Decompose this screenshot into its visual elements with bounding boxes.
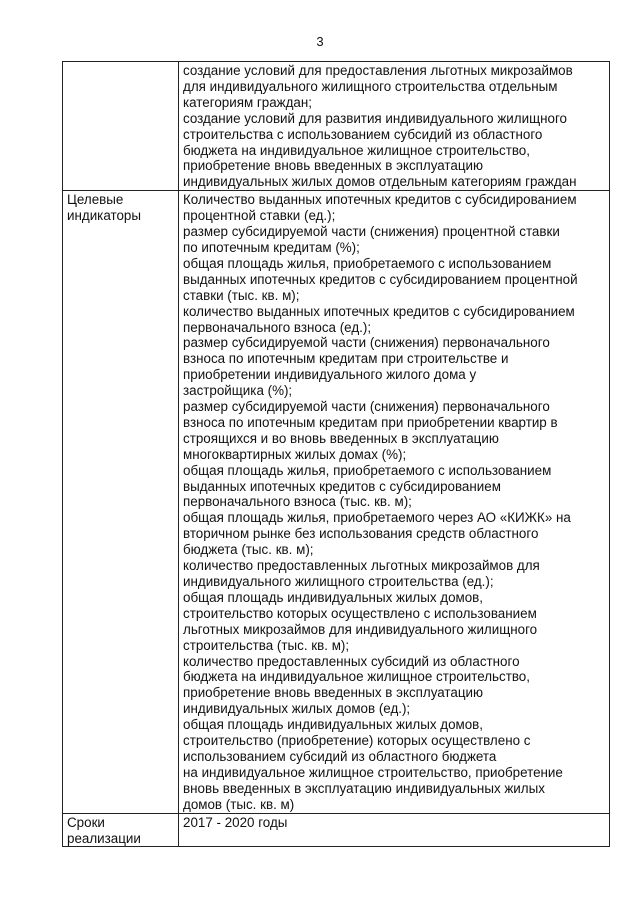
paragraph: 2017 - 2020 годы bbox=[183, 814, 288, 830]
paragraph: общая площадь жилья, приобретаемого с использованием выданных ипотечных кредитов с субсидированием процентной ставки (тыс. кв. м); bbox=[183, 255, 578, 303]
paragraph: Количество выданных ипотечных кредитов с субсидированием процентной ставки (ед.); bbox=[183, 192, 577, 224]
paragraph: размер субсидируемой части (снижения) первоначального взноса по ипотечным кредитам при приобретении квартир в строящихся и во вновь введенных в эксплуатацию многоквартирных жилых домах (%); bbox=[183, 399, 558, 462]
table-row-target-indicators bbox=[63, 191, 610, 813]
paragraph: общая площадь индивидуальных жилых домов, строительство которых осуществлено с использованием льготных микрозаймов для индивидуального жилищного строительства (тыс. кв. м); bbox=[183, 589, 538, 653]
row-content bbox=[179, 62, 610, 191]
paragraph: общая площадь индивидуальных жилых домов, строительство (приобретение) которых осуществлено с использованием субсидий из областного бюджета на индивидуальное жилищное строительство, приобретение вновь введенных в эксплуатацию индивидуальных жилых домов (тыс. кв. м) bbox=[183, 717, 563, 812]
paragraph: количество предоставленных льготных микрозаймов для индивидуального жилищного строительства (ед.); bbox=[183, 558, 540, 589]
paragraph: размер субсидируемой части (снижения) процентной ставки по ипотечным кредитам (%); bbox=[183, 224, 560, 255]
paragraph: общая площадь жилья, приобретаемого через АО «КИЖК» на вторичном рынке без использования средств областного бюджета (тыс. кв. м); bbox=[183, 510, 571, 558]
table-row-implementation-period bbox=[63, 813, 610, 847]
paragraph: количество выданных ипотечных кредитов с субсидированием первоначального взноса (ед.); bbox=[183, 303, 575, 335]
paragraph: количество предоставленных субсидий из областного бюджета на индивидуальное жилищное строительство, приобретение вновь введенных в эксплуатацию индивидуальных жилых домов (ед.); bbox=[183, 653, 530, 717]
page-number: 3 bbox=[316, 34, 324, 49]
paragraph: создание условий для развития индивидуального жилищного строительства с использованием субсидий из областного бюджета на индивидуальное жилищное строительство, приобретение вновь введенных в эксплуатацию индивидуальных жилых домов отдельным категориям граждан bbox=[183, 110, 577, 190]
program-passport-table bbox=[62, 61, 610, 847]
paragraph: размер субсидируемой части (снижения) первоначального взноса по ипотечным кредитам при строительстве и приобретении индивидуального жилого дома у застройщика (%); bbox=[183, 335, 550, 399]
row-label bbox=[63, 813, 179, 847]
row-label-text: Целевые индикаторы bbox=[67, 192, 141, 224]
row-label bbox=[63, 62, 179, 191]
paragraph: общая площадь жилья, приобретаемого с использованием выданных ипотечных кредитов с субсидированием первоначального взноса (тыс. кв. м); bbox=[183, 462, 552, 510]
table-row-tasks-continued bbox=[63, 62, 610, 191]
row-content bbox=[179, 813, 610, 847]
row-content bbox=[179, 191, 610, 813]
row-label-text: Сроки реализации bbox=[67, 814, 141, 846]
row-label bbox=[63, 191, 179, 813]
paragraph: создание условий для предоставления льготных микрозаймов для индивидуального жилищного строительства отдельным категориям граждан; bbox=[183, 63, 573, 110]
